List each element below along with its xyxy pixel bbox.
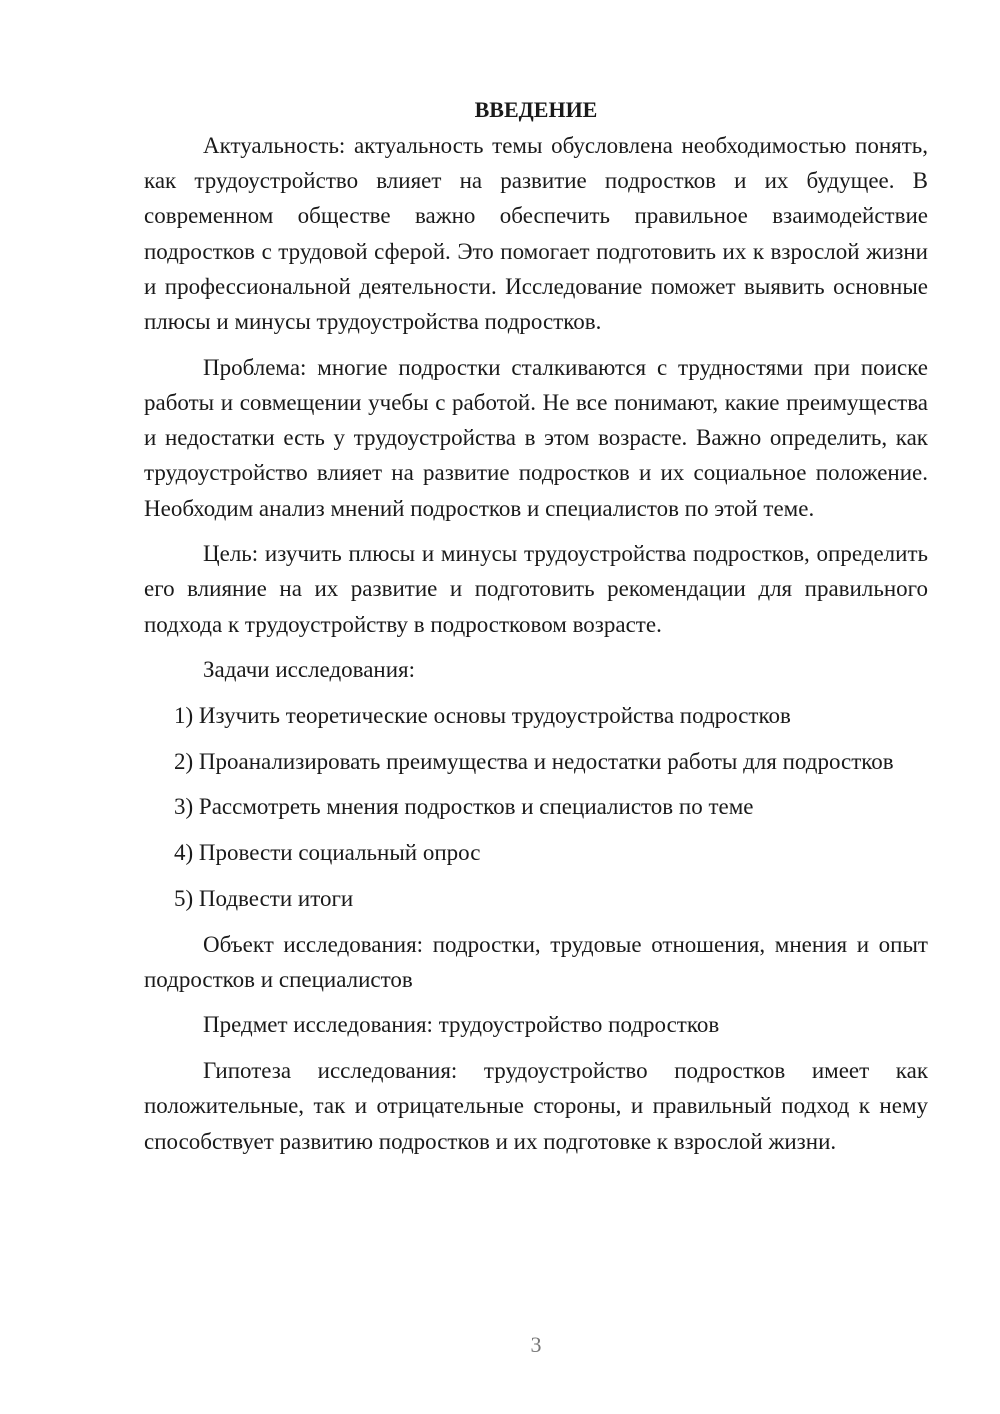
task-item: 3) Рассмотреть мнения подростков и специалистов по теме <box>174 794 754 820</box>
relevance-paragraph: Актуальность: актуальность темы обусловлена необходимостью понять, как трудоустройство влияет на развитие подростков и их будущее. В современном обществе важно обеспечить правильное взаимодействие подростков с трудовой сферой. Это помогает подготовить их к взрослой жизни и профессиональной деятельности. Исследование поможет выявить основные плюсы и минусы трудоустройства подростков. <box>144 133 928 335</box>
goal-paragraph: Цель: изучить плюсы и минусы трудоустройства подростков, определить его влияние на их развитие и подготовить рекомендации для правильного подхода к трудоустройству в подростковом возрасте. <box>144 541 928 637</box>
problem-paragraph: Проблема: многие подростки сталкиваются с трудностями при поиске работы и совмещении учебы с работой. Не все понимают, какие преимущества и недостатки есть у трудоустройства в этом возрасте. Важно определить, как трудоустройство влияет на развитие подростков и их социальное положение. Необходим анализ мнений подростков и специалистов по этой теме. <box>144 354 928 521</box>
subject-paragraph: Предмет исследования: трудоустройство подростков <box>203 1012 720 1038</box>
tasks-heading: Задачи исследования: <box>203 657 416 683</box>
page-title: ВВЕДЕНИЕ <box>474 97 598 122</box>
hypothesis-paragraph: Гипотеза исследования: трудоустройство подростков имеет как положительные, так и отрицательные стороны, и правильный подход к нему способствует развитию подростков и их подготовке к взрослой жизни. <box>144 1058 928 1154</box>
task-item: 4) Провести социальный опрос <box>174 840 481 866</box>
object-paragraph: Объект исследования: подростки, трудовые отношения, мнения и опыт подростков и специалистов <box>144 931 928 992</box>
task-item: 2) Проанализировать преимущества и недостатки работы для подростков <box>174 748 894 774</box>
page-number: 3 <box>530 1332 542 1357</box>
task-item: 5) Подвести итоги <box>174 885 354 911</box>
page-content <box>144 92 928 1169</box>
task-item: 1) Изучить теоретические основы трудоустройства подростков <box>174 703 791 729</box>
